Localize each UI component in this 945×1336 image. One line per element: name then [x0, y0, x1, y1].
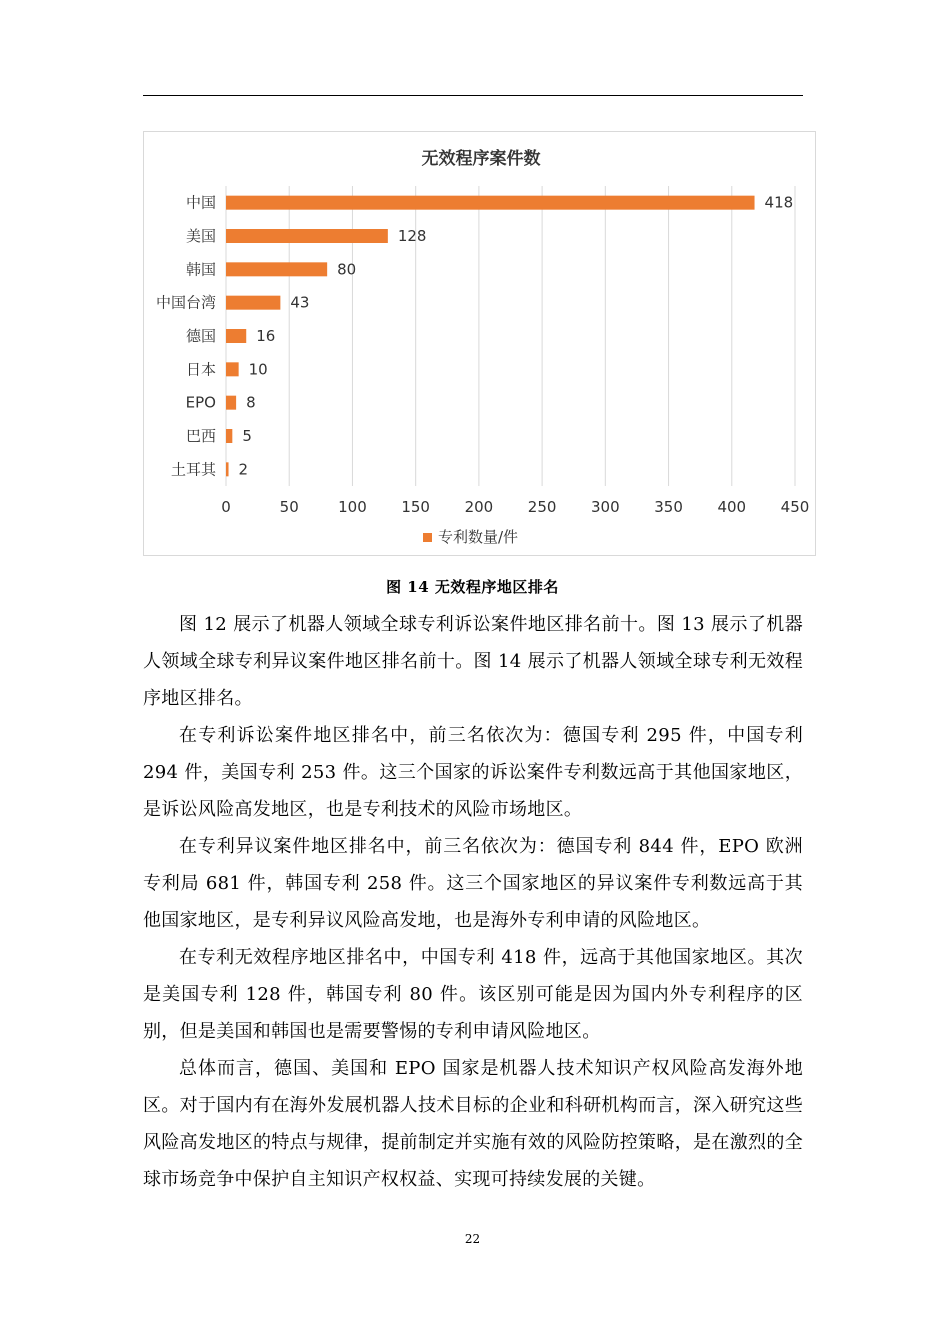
bar — [226, 196, 755, 210]
x-tick-label: 150 — [401, 498, 430, 516]
paragraph: 总体而言，德国、美国和 EPO 国家是机器人技术知识产权风险高发海外地区。对于国内有在海外发展机器人技术目标的企业和科研机构而言，深入研究这些风险高发地区的特点与规律，提前制定并实施有效的风险防控策略，是在激烈的全球市场竞争中保护自主知识产权权益、实现可持续发展的关键。 — [143, 1058, 803, 1190]
header-rule — [143, 95, 803, 96]
chart-title: 无效程序案件数 — [421, 149, 541, 169]
bar — [226, 296, 280, 310]
body-text — [143, 606, 803, 1198]
category-label: 韩国 — [185, 260, 216, 279]
data-label: 5 — [242, 427, 252, 445]
category-label: 日本 — [185, 360, 216, 379]
chart-legend — [423, 528, 518, 546]
category-label: 德国 — [185, 327, 216, 345]
x-tick-label: 50 — [279, 498, 299, 516]
bar — [226, 396, 236, 410]
data-label: 128 — [397, 227, 427, 245]
x-tick-label: 100 — [338, 498, 367, 516]
category-label: 土耳其 — [170, 460, 216, 479]
paragraph: 在专利无效程序地区排名中，中国专利 418 件，远高于其他国家地区。其次是美国专利 128 件，韩国专利 80 件。该区别可能是因为国内外专利程序的区别，但是美国和韩国也是需要警惕的专利申请风险地区。 — [143, 947, 803, 1042]
legend-label: 专利数量/件 — [438, 528, 519, 546]
page-number: 22 — [464, 1232, 481, 1246]
bar — [226, 462, 229, 476]
x-tick-label: 350 — [654, 498, 683, 516]
bar — [226, 229, 388, 243]
data-label: 80 — [337, 260, 357, 279]
x-tick-label: 450 — [780, 498, 810, 516]
x-tick-label: 300 — [591, 498, 620, 516]
chart-container — [143, 131, 816, 556]
x-tick-label: 400 — [717, 498, 747, 516]
data-label: 8 — [246, 393, 256, 412]
bar — [226, 429, 232, 443]
x-tick-label: 200 — [464, 498, 494, 516]
legend-swatch — [423, 533, 432, 542]
data-label: 43 — [290, 293, 310, 312]
data-label: 2 — [238, 460, 249, 479]
category-label: 中国 — [185, 193, 216, 212]
data-label: 10 — [248, 360, 268, 379]
category-label: EPO — [185, 393, 216, 412]
category-label: 美国 — [185, 227, 216, 245]
data-label: 16 — [256, 327, 276, 345]
bar — [226, 329, 246, 343]
x-tick-label: 0 — [221, 498, 231, 516]
category-label: 中国台湾 — [155, 293, 216, 312]
category-label: 巴西 — [185, 427, 216, 445]
x-tick-label: 250 — [527, 498, 557, 516]
bar-chart — [144, 132, 817, 557]
figure-caption: 图 14 无效程序地区排名 — [386, 578, 559, 596]
bar — [226, 362, 239, 376]
paragraph: 在专利诉讼案件地区排名中，前三名依次为：德国专利 295 件，中国专利 294 件，美国专利 253 件。这三个国家的诉讼案件专利数远高于其他国家地区，是诉讼风险高发地区，也是专利技术的风险市场地区。 — [143, 725, 803, 820]
paragraph: 在专利异议案件地区排名中，前三名依次为：德国专利 844 件，EPO 欧洲专利局 681 件，韩国专利 258 件。这三个国家地区的异议案件专利数远高于其他国家地区，是专利异议风险高发地，也是海外专利申请的风险地区。 — [143, 836, 803, 931]
paragraph: 图 12 展示了机器人领域全球专利诉讼案件地区排名前十。图 13 展示了机器人领域全球专利异议案件地区排名前十。图 14 展示了机器人领域全球专利无效程序地区排名。 — [143, 614, 803, 709]
data-label: 418 — [764, 193, 794, 212]
bar — [226, 262, 327, 276]
